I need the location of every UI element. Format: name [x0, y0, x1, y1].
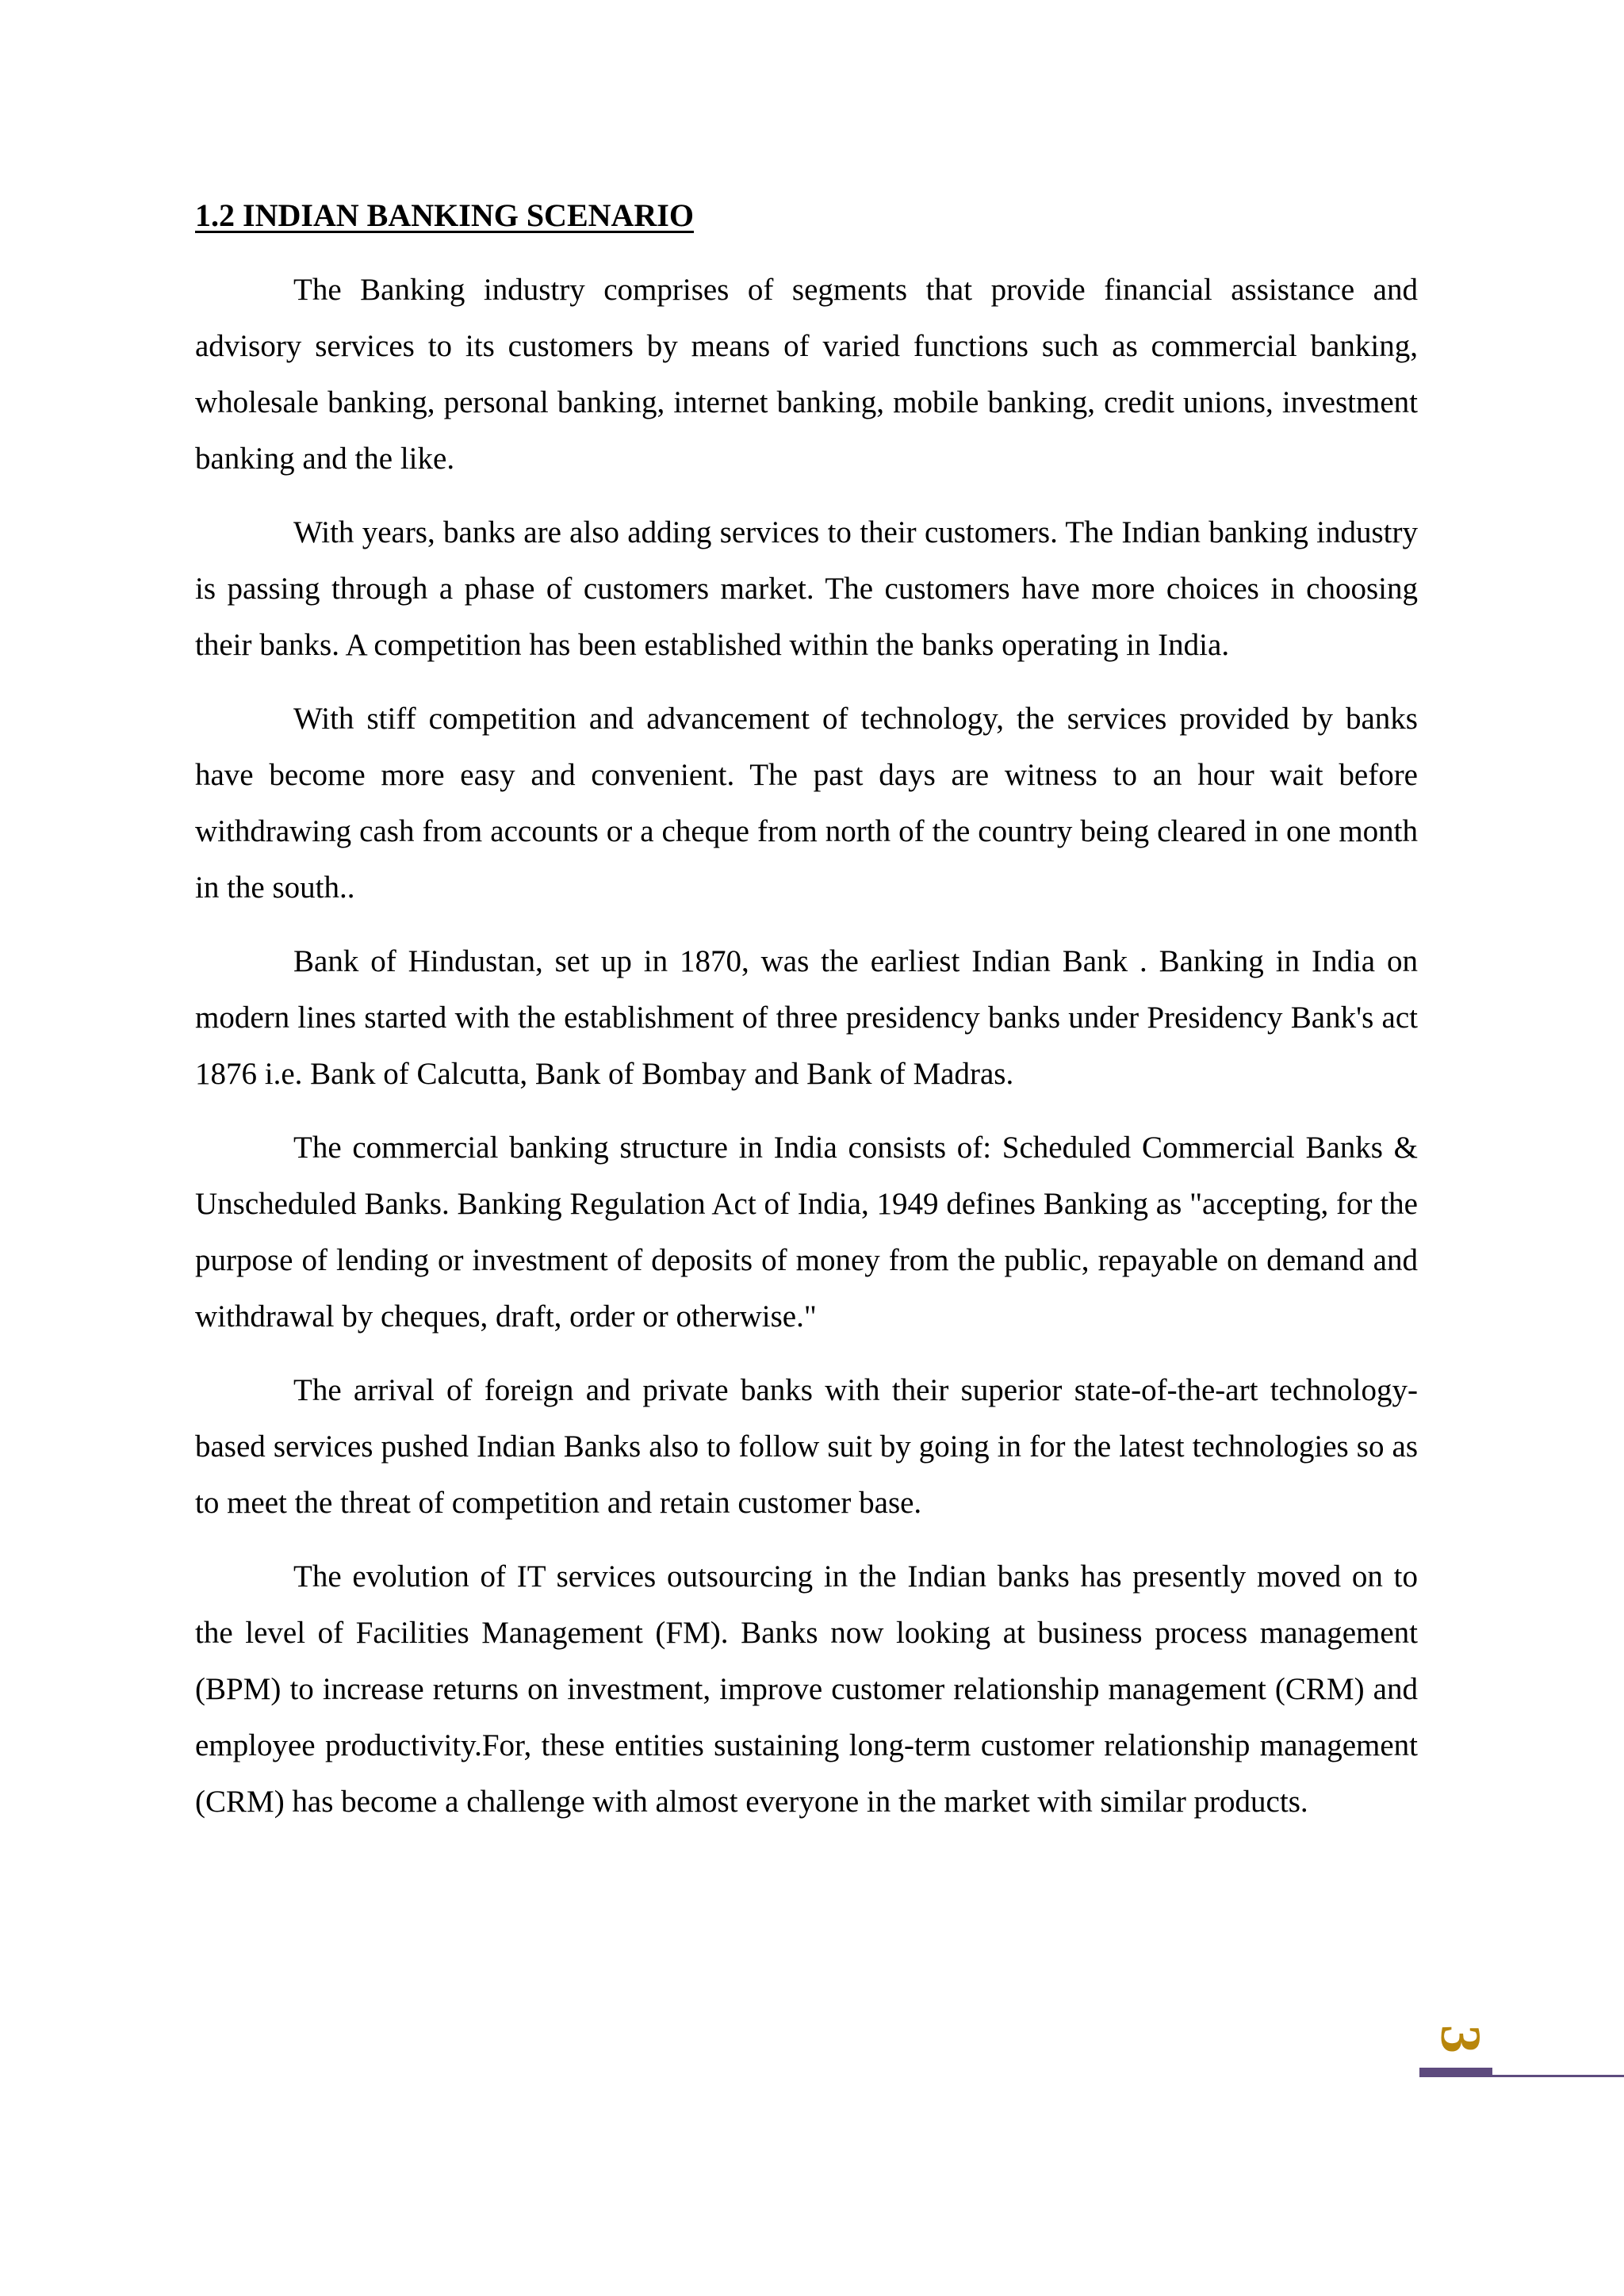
- page-number: 3: [1429, 2025, 1492, 2053]
- paragraph-banking-structure: The commercial banking structure in India consists of: Scheduled Commercial Banks & Unscheduled Banks. Banking Regulation Act of India, 1949 defines Banking as "accepting, for the purpose of lending or investment of deposits of money from the public, repayable on demand and withdrawal by cheques, draft, order or otherwise.": [195, 1131, 1418, 1334]
- footer-rule-accent: [1419, 2068, 1492, 2077]
- paragraph-banking-industry: The Banking industry comprises of segments that provide financial assistance and advisory services to its customers by means of varied functions such as commercial banking, wholesale banking, personal banking, internet banking, mobile banking, credit unions, investment banking and the like.: [195, 273, 1418, 476]
- footer-rule-line: [1492, 2075, 1624, 2077]
- paragraph-customer-services: With years, banks are also adding services to their customers. The Indian banking industry is passing through a phase of customers market. The customers have more choices in choosing their banks. A competition has been established within the banks operating in India.: [195, 515, 1418, 662]
- paragraph-foreign-private-banks: The arrival of foreign and private banks with their superior state-of-the-art technology-based services pushed Indian Banks also to follow suit by going in for the latest technologies so as to meet the threat of competition and retain customer base.: [195, 1373, 1418, 1520]
- paragraph-history: Bank of Hindustan, set up in 1870, was the earliest Indian Bank . Banking in India on modern lines started with the establishment of three presidency banks under Presidency Bank's act 1876 i.e. Bank of Calcutta, Bank of Bombay and Bank of Madras.: [195, 944, 1418, 1091]
- section-heading: 1.2 INDIAN BANKING SCENARIO: [195, 197, 694, 233]
- paragraph-competition-technology: With stiff competition and advancement of technology, the services provided by banks have become more easy and convenient. The past days are witness to an hour wait before withdrawing cash from accounts or a cheque from north of the country being cleared in one month in the south..: [195, 702, 1418, 905]
- paragraph-it-outsourcing: The evolution of IT services outsourcing in the Indian banks has presently moved on to the level of Facilities Management (FM). Banks now looking at business process management (BPM) to increase returns on investment, improve customer relationship management (CRM) and employee productivity.For, these entities sustaining long-term customer relationship management (CRM) has become a challenge with almost everyone in the market with similar products.: [195, 1559, 1418, 1819]
- page-body: [195, 193, 1418, 1847]
